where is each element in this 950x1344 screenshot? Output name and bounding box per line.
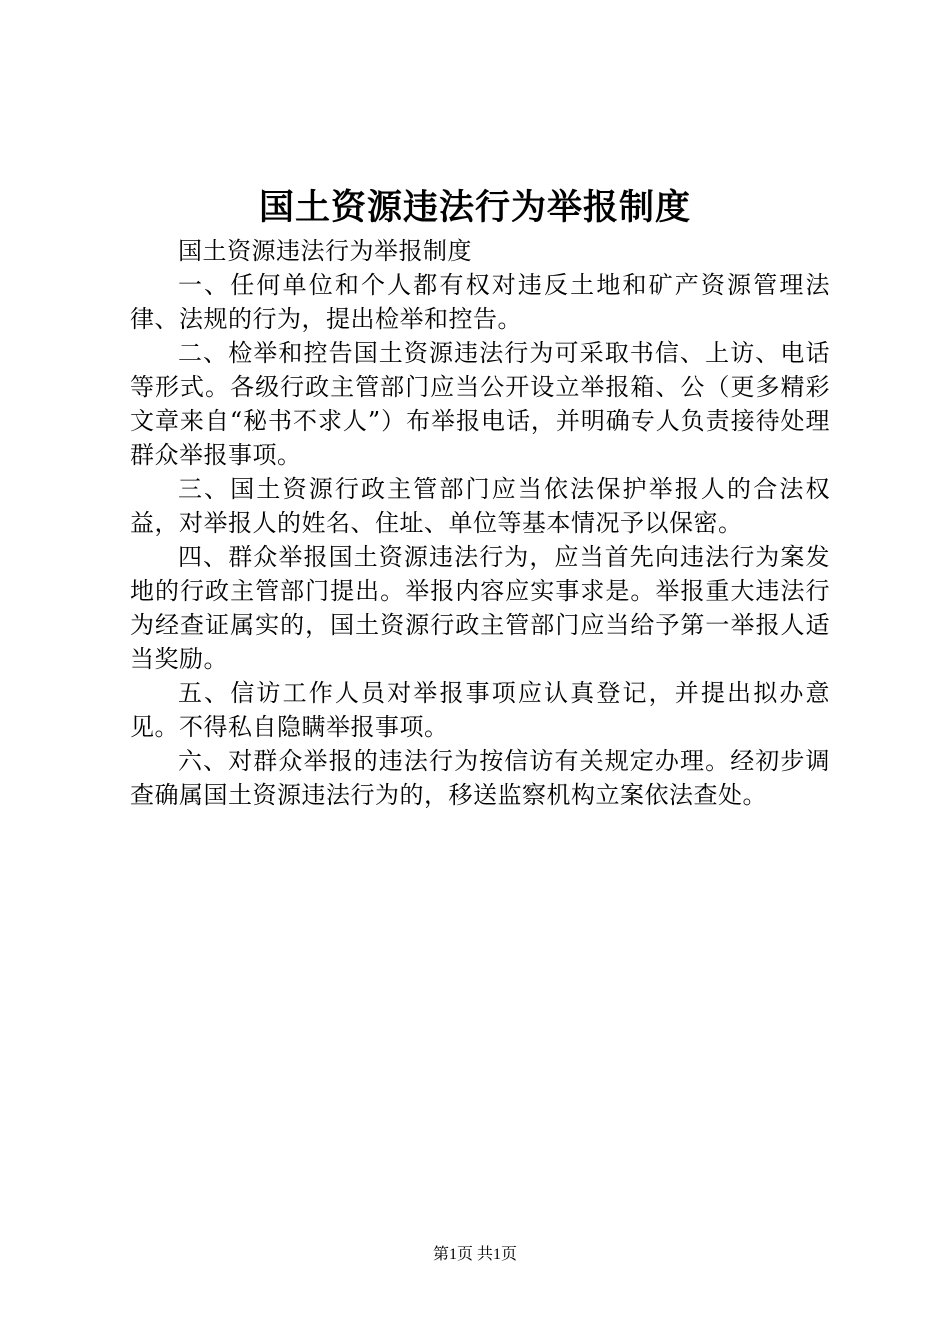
page-footer: 第1页 共1页 (432, 1246, 517, 1263)
paragraph-3: 三、国土资源行政主管部门应当依法保护举报人的合法权益，对举报人的姓名、住址、单位等基本情况予以保密。 (130, 475, 830, 537)
paragraph-5: 五、信访工作人员对举报事项应认真登记，并提出拟办意见。不得私自隐瞒举报事项。 (130, 679, 830, 741)
document-title: 国土资源违法行为举报制度 (258, 187, 691, 228)
paragraph-heading: 国土资源违法行为举报制度 (178, 237, 472, 265)
paragraph-2: 二、检举和控告国土资源违法行为可采取书信、上访、电话等形式。各级行政主管部门应当公开设立举报箱、公（更多精彩文章来自“秘书不求人”）布举报电话，并明确专人负责接待处理群众举报事项。 (130, 339, 830, 469)
paragraph-4: 四、群众举报国土资源违法行为，应当首先向违法行为案发地的行政主管部门提出。举报内容应实事求是。举报重大违法行为经查证属实的，国土资源行政主管部门应当给予第一举报人适当奖励。 (130, 543, 830, 673)
paragraph-6: 六、对群众举报的违法行为按信访有关规定办理。经初步调查确属国土资源违法行为的，移送监察机构立案依法查处。 (130, 747, 830, 809)
paragraph-1: 一、任何单位和个人都有权对违反土地和矿产资源管理法律、法规的行为，提出检举和控告。 (130, 271, 830, 333)
document-body (130, 234, 830, 812)
